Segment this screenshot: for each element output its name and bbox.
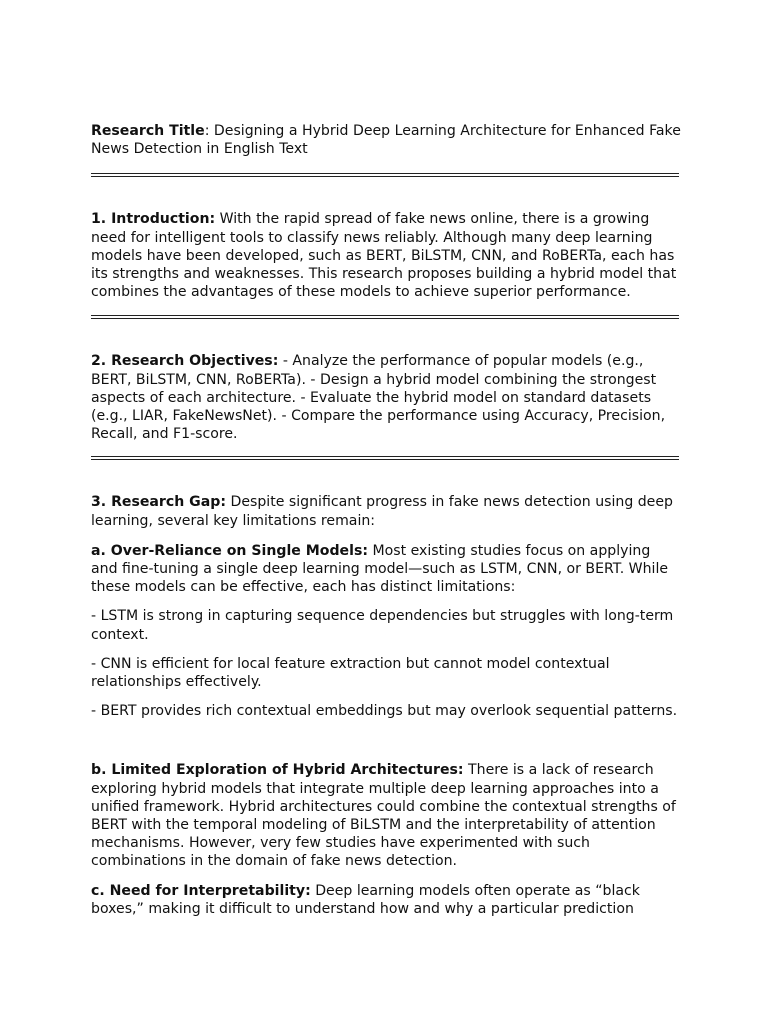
gap-c-heading: c. Need for Interpretability: xyxy=(91,882,311,899)
research-title-text: : Designing a Hybrid Deep Learning Architecture for Enhanced Fake News Detection in English Text xyxy=(91,123,681,158)
research-gap-paragraph xyxy=(91,493,681,529)
gap-c-text: Deep learning models often operate as “black boxes,” making it difficult to understand how and why a particular prediction xyxy=(91,882,640,917)
objectives-text: - Analyze the performance of popular models (e.g., BERT, BiLSTM, CNN, RoBERTa). - Design a hybrid model combining the strongest aspects of each architecture. - Evaluate the hybrid model on standard datasets (e.g., LIAR, FakeNewsNet). - Compare the performance using Accuracy, Precision, Recall, and F1-score. xyxy=(91,353,666,443)
document-page xyxy=(91,122,681,918)
gap-c-paragraph xyxy=(91,882,681,918)
research-title-label: Research Title xyxy=(91,123,205,139)
gap-a-heading: a. Over-Reliance on Single Models: xyxy=(91,542,368,559)
section-divider xyxy=(91,315,679,319)
section-divider xyxy=(91,173,679,177)
gap-a-paragraph xyxy=(91,542,681,597)
gap-a-text: Most existing studies focus on applying and fine-tuning a single deep learning model—such as LSTM, CNN, or BERT. While these models can be effective, each has distinct limitations: xyxy=(91,542,669,596)
research-title xyxy=(91,122,681,158)
introduction-heading: 1. Introduction: xyxy=(91,211,216,228)
introduction-text: With the rapid spread of fake news online, there is a growing need for intelligent tools to classify news reliably. Although many deep learning models have been developed, such as BERT, BiLSTM, CNN, and RoBERTa, each has its strengths and weaknesses. This research proposes building a hybrid model that combines the advantages of these models to achieve superior performance. xyxy=(91,211,677,301)
research-gap-text: Despite significant progress in fake news detection using deep learning, several key limitations remain: xyxy=(91,494,673,529)
objectives-heading: 2. Research Objectives: xyxy=(91,353,279,370)
list-item: - CNN is efficient for local feature extraction but cannot model contextual relationships effectively. xyxy=(91,655,610,691)
list-item: - LSTM is strong in capturing sequence dependencies but struggles with long-term context. xyxy=(91,608,674,643)
introduction-paragraph xyxy=(91,210,681,301)
research-gap-heading: 3. Research Gap: xyxy=(91,494,226,511)
gap-b-text: There is a lack of research exploring hybrid models that integrate multiple deep learning approaches into a unified framework. Hybrid architectures could combine the contextual strengths of BERT with the temporal modeling of BiLSTM and the interpretability of attention mechanisms. However, very few studies have experimented with such combinations in the domain of fake news detection. xyxy=(91,762,676,870)
list-item: - BERT provides rich contextual embeddings but may overlook sequential patterns. xyxy=(91,703,678,720)
section-divider xyxy=(91,456,679,460)
gap-b-paragraph xyxy=(91,761,681,870)
gap-b-heading: b. Limited Exploration of Hybrid Architectures: xyxy=(91,762,464,779)
objectives-paragraph xyxy=(91,352,681,443)
